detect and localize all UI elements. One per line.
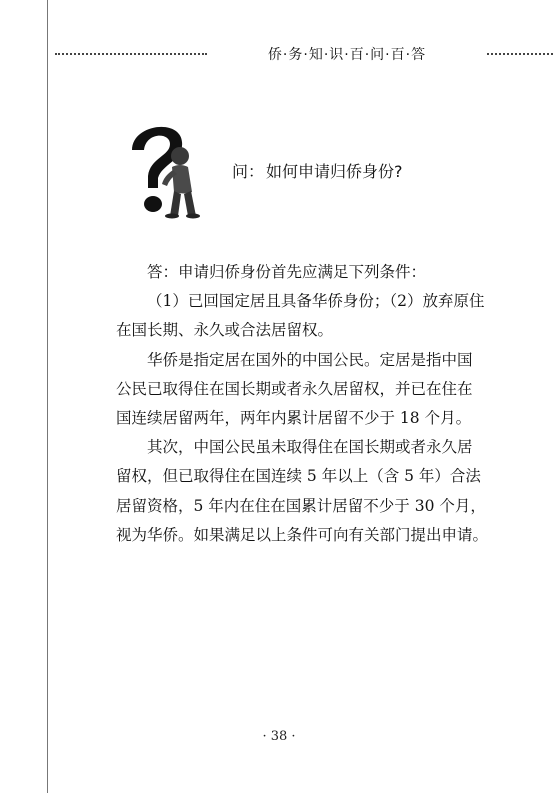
question-heading bbox=[232, 159, 403, 182]
answer-line: 国连续居留两年，两年内累计居留不少于 18 个月。 bbox=[116, 409, 472, 428]
answer-line: 留权，但已取得住在国连续 5 年以上（含 5 年）合法 bbox=[116, 467, 481, 486]
header-title: 侨·务·知·识·百·问·百·答 bbox=[267, 47, 427, 63]
question-label: 问： bbox=[232, 162, 265, 181]
answer-label: 答： bbox=[147, 263, 179, 281]
answer-paragraph-2 bbox=[116, 346, 512, 434]
answer-paragraph-3 bbox=[116, 433, 512, 550]
page-number: · 38 · bbox=[262, 729, 296, 744]
answer-line: （1）已回国定居且具备华侨身份；（2）放弃原住 bbox=[147, 292, 485, 311]
answer-line: 在国长期、永久或合法居留权。 bbox=[116, 321, 334, 340]
answer-line: 其次，中国公民虽未取得住在国长期或者永久居 bbox=[147, 438, 473, 457]
header-dotted-rule-left bbox=[55, 53, 207, 55]
question-mark-figure-icon bbox=[122, 112, 212, 222]
answer-line-text: 申请归侨身份首先应满足下列条件： bbox=[178, 263, 427, 281]
question-text: 如何申请归侨身份? bbox=[266, 162, 403, 181]
answer-line: 居留资格，5 年内在住在国累计居留不少于 30 个月， bbox=[116, 496, 486, 515]
answer-paragraph-1 bbox=[116, 258, 512, 346]
header-dotted-rule-right bbox=[487, 53, 553, 55]
answer-line: 华侨是指定居在国外的中国公民。定居是指中国 bbox=[147, 350, 473, 369]
answer-line: 视为华侨。如果满足以上条件可向有关部门提出申请。 bbox=[116, 525, 489, 544]
answer-line bbox=[116, 258, 512, 287]
left-margin-rule bbox=[47, 0, 48, 793]
running-header bbox=[47, 44, 558, 64]
answer-body bbox=[116, 258, 512, 550]
answer-line: 公民已取得住在国长期或者永久居留权，并已在住在 bbox=[116, 379, 473, 398]
